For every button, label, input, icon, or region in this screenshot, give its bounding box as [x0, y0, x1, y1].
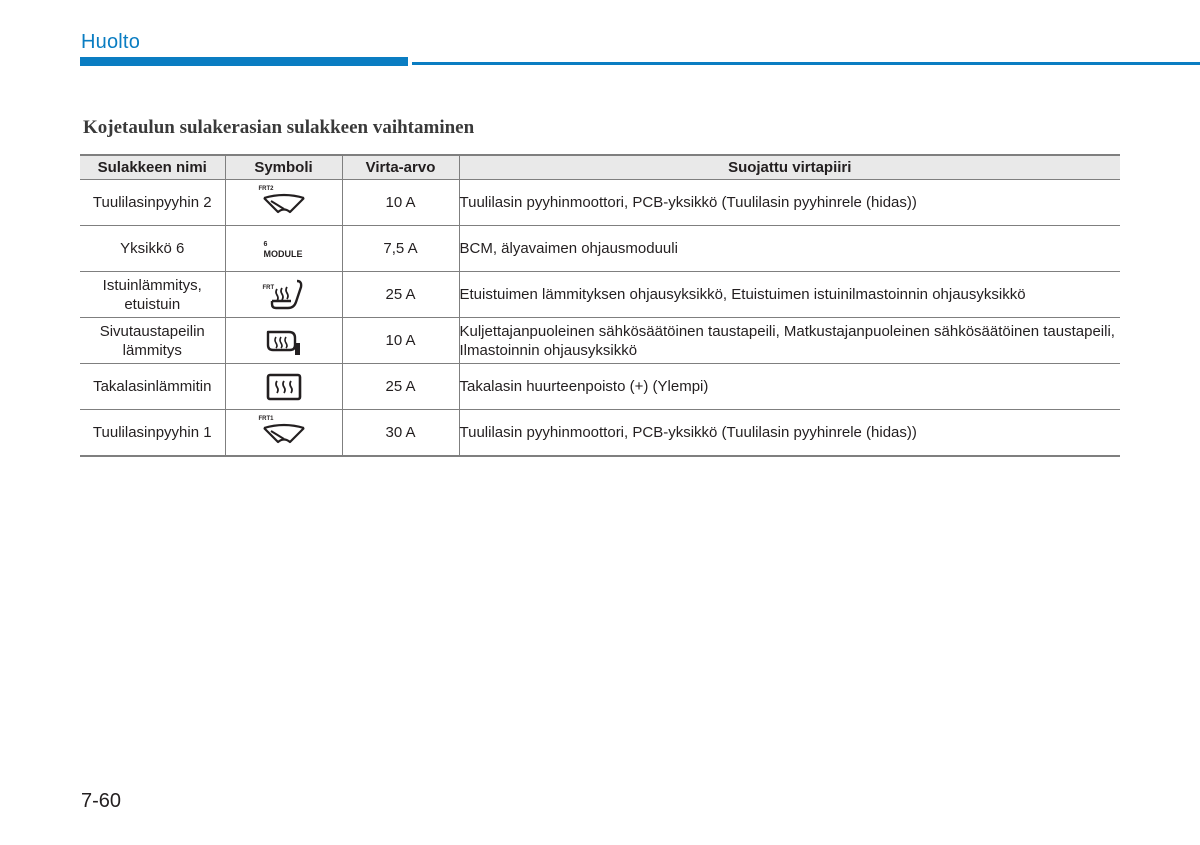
page-number: 7-60 — [81, 790, 122, 812]
fuse-name: Sivutaustapeilin lämmitys — [80, 318, 225, 364]
fuse-name: Istuinlämmitys, etuistuin — [80, 272, 225, 318]
table-row — [80, 410, 1120, 457]
table-row — [80, 364, 1120, 410]
fuse-circuit: Etuistuimen lämmityksen ohjausyksikkö, Etuistuimen istuinilmastoinnin ohjausyksikkö — [459, 272, 1120, 318]
header-bar-thin — [412, 62, 1200, 65]
column-header-name: Sulakkeen nimi — [80, 155, 225, 180]
column-header-circuit: Suojattu virtapiiri — [459, 155, 1120, 180]
fuse-symbol — [225, 226, 342, 272]
wiper-icon — [249, 183, 319, 223]
fuse-circuit: Kuljettajanpuoleinen sähkösäätöinen taustapeili, Matkustajanpuoleinen sähkösäätöinen taustapeili, Ilmastoinnin ohjausyksikkö — [459, 318, 1120, 364]
module-icon — [249, 229, 319, 269]
fuse-symbol — [225, 364, 342, 410]
fuse-circuit: Tuulilasin pyyhinmoottori, PCB-yksikkö (Tuulilasin pyyhinrele (hidas)) — [459, 180, 1120, 226]
fuse-name: Tuulilasinpyyhin 1 — [80, 410, 225, 457]
table-row — [80, 180, 1120, 226]
fuse-symbol — [225, 318, 342, 364]
wiper-icon — [249, 413, 319, 453]
fuse-name: Yksikkö 6 — [80, 226, 225, 272]
mirror-heater-icon — [249, 321, 319, 361]
header-bar-thick — [80, 57, 408, 66]
fuse-value: 25 A — [342, 272, 459, 318]
fuse-symbol — [225, 410, 342, 457]
fuse-circuit: BCM, älyavaimen ohjausmoduuli — [459, 226, 1120, 272]
fuse-value: 30 A — [342, 410, 459, 457]
fuse-circuit: Takalasin huurteenpoisto (+) (Ylempi) — [459, 364, 1120, 410]
table-row — [80, 272, 1120, 318]
column-header-symbol: Symboli — [225, 155, 342, 180]
fuse-value: 25 A — [342, 364, 459, 410]
symbol-label-2: MODULE — [263, 248, 303, 259]
table-header-row — [80, 155, 1120, 180]
fuse-value: 7,5 A — [342, 226, 459, 272]
fuse-value: 10 A — [342, 318, 459, 364]
section-header: Huolto — [81, 31, 141, 53]
symbol-label: FRT2 — [258, 185, 274, 192]
page-title: Kojetaulun sulakerasian sulakkeen vaihtaminen — [83, 117, 475, 138]
fuse-circuit: Tuulilasin pyyhinmoottori, PCB-yksikkö (Tuulilasin pyyhinrele (hidas)) — [459, 410, 1120, 457]
seat-heater-icon — [249, 275, 319, 315]
fuse-symbol — [225, 272, 342, 318]
rear-defrost-icon — [249, 367, 319, 407]
symbol-label: 6 — [263, 240, 268, 248]
fuse-value: 10 A — [342, 180, 459, 226]
fuse-table — [80, 154, 1120, 457]
column-header-value: Virta-arvo — [342, 155, 459, 180]
fuse-name: Tuulilasinpyyhin 2 — [80, 180, 225, 226]
table-row — [80, 318, 1120, 364]
fuse-name: Takalasinlämmitin — [80, 364, 225, 410]
table-row — [80, 226, 1120, 272]
symbol-label: FRT — [262, 284, 275, 291]
symbol-label: FRT1 — [258, 415, 274, 422]
fuse-symbol — [225, 180, 342, 226]
